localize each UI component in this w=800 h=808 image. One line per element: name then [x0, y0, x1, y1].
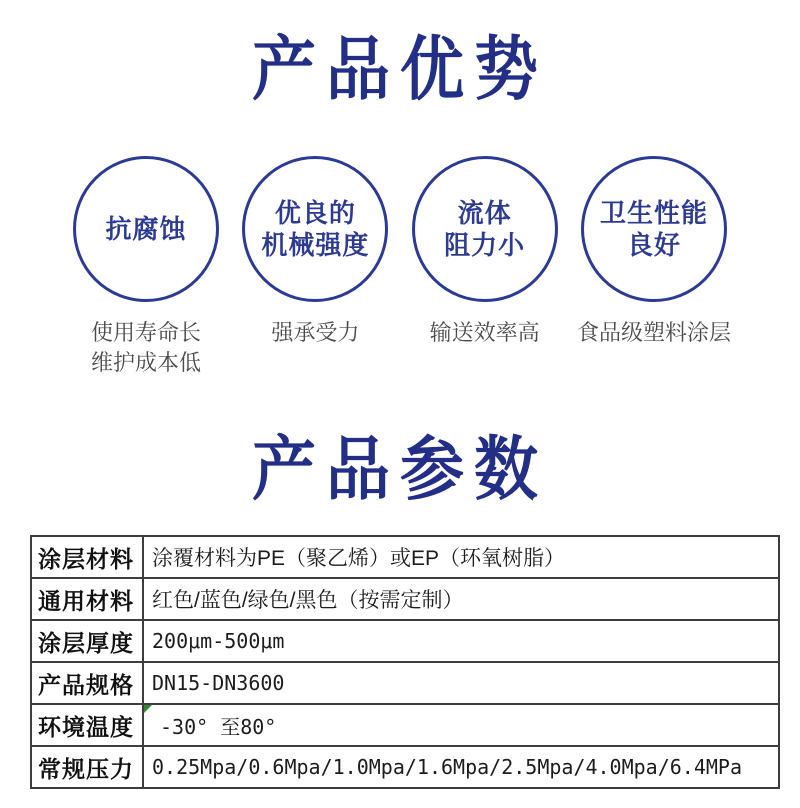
advantage-caption [577, 318, 731, 348]
advantages-row [66, 156, 734, 377]
param-label: 通用材料 [31, 578, 143, 620]
excel-note-marker [144, 705, 152, 713]
caption-line: 输送效率高 [429, 320, 540, 345]
advantage-circle [73, 156, 219, 302]
table-row [31, 536, 779, 578]
circle-label-line: 良好 [626, 230, 681, 260]
table-row [31, 620, 779, 662]
circle-label-line: 优良的 [274, 197, 356, 228]
param-value: 200μm-500μm [143, 620, 779, 662]
advantage-circle [581, 156, 727, 302]
advantages-section-title: 产品优势 [252, 30, 548, 109]
param-label: 涂层材料 [31, 536, 143, 578]
parameters-section-title: 产品参数 [252, 430, 548, 509]
advantage-caption [271, 318, 359, 348]
param-label: 环境温度 [31, 704, 143, 746]
param-value: 涂覆材料为PE（聚乙烯）或EP（环氧树脂） [143, 536, 779, 578]
circle-label-line: 流体 [457, 197, 512, 228]
param-value: 0.25Mpa/0.6Mpa/1.0Mpa/1.6Mpa/2.5Mpa/4.0Mpa/6.4MPa [143, 746, 779, 788]
advantage-caption [430, 318, 540, 348]
param-value: 红色/蓝色/绿色/黑色（按需定制） [143, 578, 779, 620]
param-label: 常规压力 [31, 746, 143, 788]
advantage-item-hygiene [574, 156, 734, 377]
advantage-circle [242, 156, 388, 302]
caption-line: 食品级塑料涂层 [576, 320, 731, 345]
param-value-text: -30° 至80° [160, 714, 277, 739]
advantage-item-anticorrosion [66, 156, 226, 377]
table-row [31, 746, 779, 788]
parameters-table [30, 535, 780, 789]
table-row [31, 578, 779, 620]
param-value: DN15-DN3600 [143, 662, 779, 704]
param-label: 涂层厚度 [31, 620, 143, 662]
advantage-caption [91, 318, 201, 377]
circle-label-line: 机械强度 [261, 230, 370, 260]
caption-line: 维护成本低 [90, 349, 201, 375]
advantage-item-low-fluid-resistance [405, 156, 565, 377]
param-label: 产品规格 [31, 662, 143, 704]
circle-label-line: 抗腐蚀 [105, 213, 187, 244]
table-row [31, 662, 779, 704]
advantage-item-mechanical-strength [235, 156, 395, 377]
advantage-circle [412, 156, 558, 302]
caption-line: 使用寿命长 [90, 320, 201, 345]
circle-label-line: 卫生性能 [599, 197, 708, 228]
circle-label-line: 阻力小 [444, 230, 526, 260]
caption-line: 强承受力 [271, 320, 360, 345]
param-value [143, 704, 779, 746]
table-row [31, 704, 779, 746]
